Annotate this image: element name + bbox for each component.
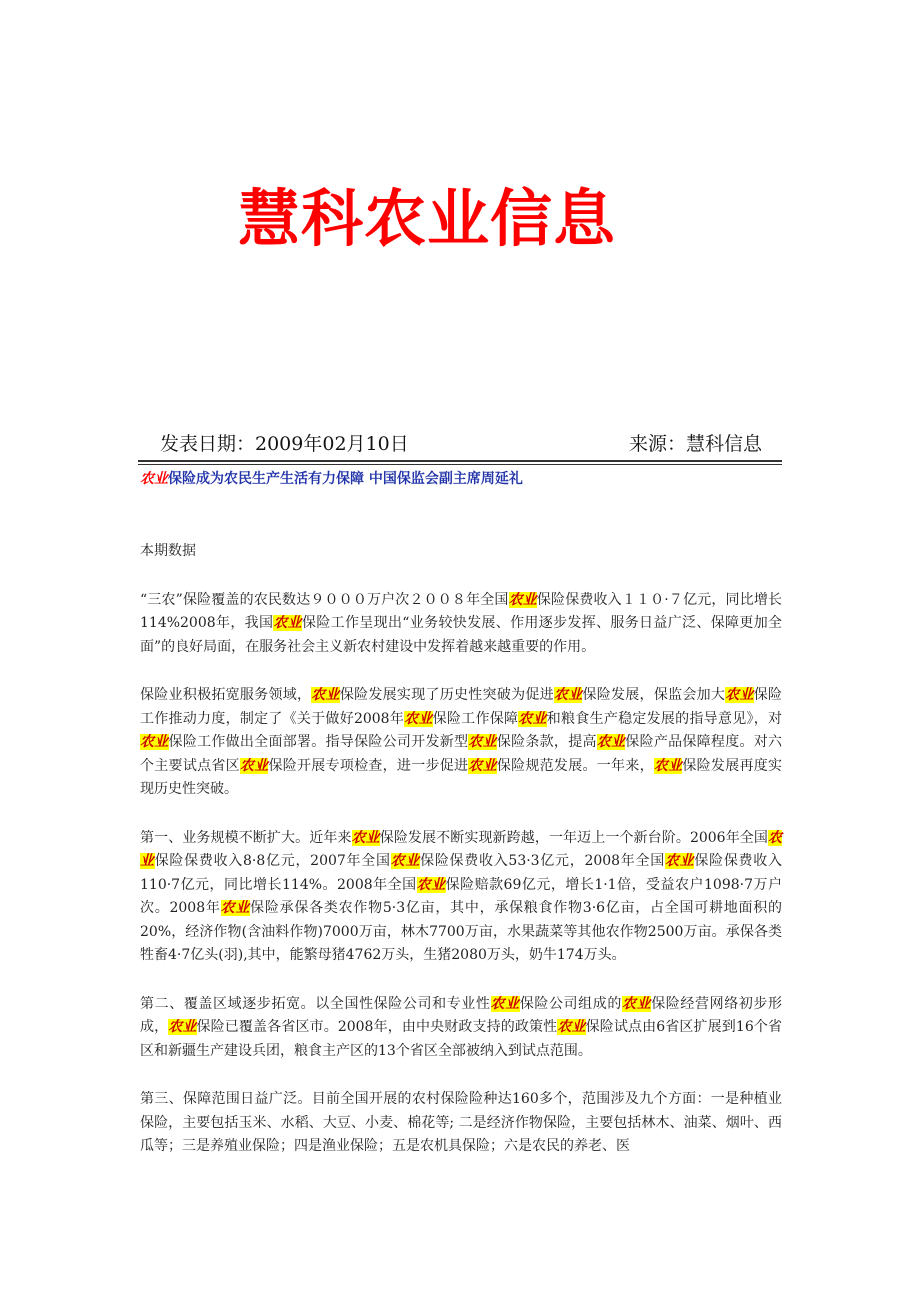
article-paragraph (140, 827, 782, 968)
header-divider-thin (138, 464, 782, 465)
paragraph-text: 保险开展专项检查，进一步促进 (268, 757, 469, 774)
keyword-highlight: 农业 (518, 710, 547, 727)
paragraph-text: 保险试点由6省区扩展到16个省区和新疆生产建设兵团，粮食主产区的13个省区全部被纳入到试点范围。 (140, 1019, 782, 1059)
paragraph-text: 保险发展不断实现新跨越，一年迈上一个新台阶。2006年全国 (379, 829, 768, 846)
paragraph-text: 保险条款，提高 (496, 734, 597, 750)
article-paragraph (140, 589, 782, 660)
headline-keyword: 农业 (140, 471, 168, 487)
keyword-highlight: 农业 (490, 995, 520, 1012)
keyword-highlight: 农业 (416, 876, 446, 893)
paragraph-text: 保险工作做出全面部署。指导保险公司开发新型 (168, 734, 469, 750)
keyword-highlight: 农业 (140, 829, 782, 869)
paragraph-text: 保险赔款69亿元，增长1·1倍，受益农户1098·7万户次。2008年 (140, 876, 782, 916)
paragraph-text: 和粮食生产稳定发展的指导意见》，对 (546, 710, 783, 727)
paragraph-text: “三农”保险覆盖的农民数达９０００万户次２００８年全国 (140, 591, 509, 608)
keyword-highlight: 农业 (468, 757, 497, 774)
paragraph-text: 保险发展再度实现历史性突破。 (140, 757, 783, 797)
paragraph-text: 第二、覆盖区域逐步拓宽。以全国性保险公司和专业性 (140, 995, 491, 1012)
paragraph-text: 保险保费收入53·3亿元，2008年全国 (420, 853, 665, 869)
paragraph-text: 保险保费收入１１０·７亿元，同比增长114%2008年，我国 (140, 591, 783, 631)
paragraph-text: 保险保费收入8·8亿元，2007年全国 (154, 853, 391, 869)
article-paragraph (140, 684, 782, 802)
paragraph-text: 保险保费收入110·7亿元，同比增长114%。2008年全国 (140, 853, 782, 893)
publish-source: 来源：慧科信息 (628, 433, 762, 455)
keyword-highlight: 农业 (140, 734, 169, 750)
headline-text: 保险成为农民生产生活有力保障 中国保监会副主席周延礼 (168, 471, 523, 487)
article-headline (140, 468, 523, 488)
keyword-highlight: 农业 (239, 757, 269, 774)
paragraph-text: 保险承保各类农作物5·3亿亩，其中，承保粮食作物3·6亿亩，占全国可耕地面积的20%，经济作物(含油料作物)7000万亩，林木7700万亩，水果蔬菜等其他农作物2500万亩。承保各类牲畜4·7亿头(羽),其中，能繁母猪4762万头，生猪2080万头，奶牛174万头。 (140, 900, 783, 963)
paragraph-text: 保险发展实现了历史性突破为促进 (339, 687, 554, 703)
paragraph-text: 第一、业务规模不断扩大。近年来 (140, 829, 352, 846)
paragraph-text: 保险已覆盖各省区市。2008年，由中央财政支持的政策性 (196, 1019, 558, 1035)
article-paragraph (140, 993, 782, 1064)
article-paragraph (140, 540, 782, 564)
keyword-highlight: 农业 (351, 829, 380, 846)
publish-date: 发表日期：2009年02月10日 (160, 433, 409, 455)
paragraph-text: 保险发展，保监会加大 (582, 687, 726, 703)
article-body (140, 540, 782, 1184)
paragraph-text: 本期数据 (140, 543, 196, 559)
keyword-highlight: 农业 (725, 687, 754, 703)
keyword-highlight: 农业 (553, 687, 583, 703)
keyword-highlight: 农业 (468, 734, 497, 750)
paragraph-text: 保险规范发展。一年来， (496, 757, 654, 774)
paragraph-text: 保险工作推动力度，制定了《关于做好2008年 (140, 687, 783, 727)
keyword-highlight: 农业 (220, 900, 251, 916)
keyword-highlight: 农业 (621, 995, 652, 1012)
paragraph-text: 保险经营网络初步形成， (140, 995, 783, 1035)
masthead-title: 慧科农业信息 (238, 182, 617, 255)
keyword-highlight: 农业 (596, 734, 626, 750)
publish-meta (160, 431, 782, 457)
paragraph-text: 保险工作呈现出“业务较快发展、作用逐步发挥、服务日益广泛、保障更加全面”的良好局面，在服务社会主义新农村建设中发挥着越来越重要的作用。 (140, 615, 783, 655)
keyword-highlight: 农业 (664, 853, 695, 869)
paragraph-text: 保险产品保障程度。对六个主要试点省区 (140, 734, 783, 774)
paragraph-text: 保险业积极拓宽服务领域， (140, 687, 312, 703)
keyword-highlight: 农业 (557, 1019, 586, 1035)
keyword-highlight: 农业 (390, 853, 421, 869)
paragraph-text: 保险公司组成的 (519, 995, 622, 1012)
keyword-highlight: 农业 (653, 757, 683, 774)
header-divider (138, 460, 782, 462)
paragraph-text: 保险工作保障 (432, 710, 519, 727)
paragraph-text: 第三、保障范围日益广泛。目前全国开展的农村保险险种达160多个，范围涉及九个方面：一是种植业保险，主要包括玉米、水稻、大豆、小麦、棉花等; 二是经济作物保险，主要包括林木、油菜、烟叶、西瓜等；三是养殖业保险；四是渔业保险；五是农机具保险；六是农民的养老、医 (140, 1091, 782, 1154)
keyword-highlight: 农业 (311, 687, 340, 703)
keyword-highlight: 农业 (273, 615, 302, 631)
keyword-highlight: 农业 (168, 1019, 197, 1035)
keyword-highlight: 农业 (508, 591, 537, 608)
keyword-highlight: 农业 (404, 710, 433, 727)
article-paragraph (140, 1088, 782, 1159)
